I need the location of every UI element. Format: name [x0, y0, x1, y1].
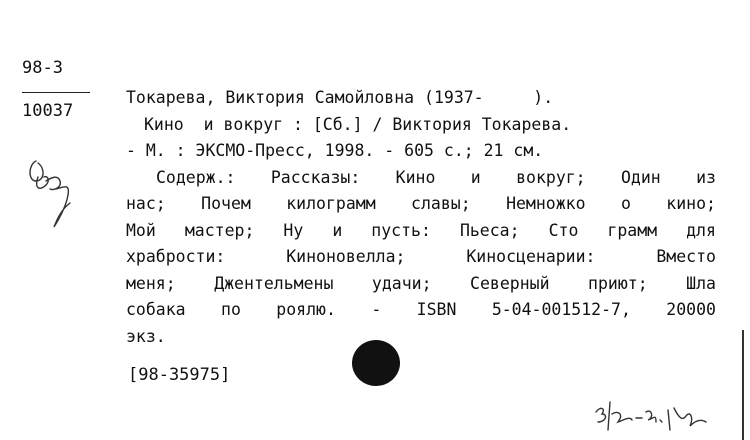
contents-word: 20000 [666, 300, 716, 319]
contents-word: ISBN [416, 300, 457, 319]
contents-word: Содерж.: [156, 167, 236, 187]
contents-line [126, 271, 716, 298]
handwritten-initials-icon [590, 392, 730, 436]
contents-word: - [371, 300, 382, 319]
handwritten-mark-icon [24, 155, 84, 235]
contents-line [126, 297, 716, 324]
contents-word: кино; [666, 194, 716, 213]
contents-word: Мой [126, 220, 156, 240]
contents-line [126, 244, 716, 271]
contents-word: 5-04-001512-7, [491, 300, 631, 319]
contents-word: для [686, 220, 716, 240]
contents-word: меня; [126, 273, 176, 293]
contents-word: Ну [283, 220, 304, 240]
contents-word: удачи; [371, 273, 432, 293]
contents-word: Пьеса; [459, 220, 520, 240]
contents-word: Почем [201, 194, 251, 213]
contents-word: из [696, 167, 716, 187]
contents-word: Один [621, 167, 661, 187]
contents-word: собака [126, 300, 186, 319]
contents-word: Кино [395, 167, 436, 187]
contents-word: вокруг; [516, 167, 586, 187]
left-column [22, 58, 92, 121]
contents-word: мастер; [184, 220, 255, 240]
contents-word: Джентельмены [214, 273, 334, 293]
contents-word: Рассказы: [270, 167, 361, 187]
contents-line [126, 191, 716, 218]
contents-word: Немножко [506, 194, 586, 213]
contents-word: и [332, 220, 343, 240]
shelf-mark: [98-35975] [128, 365, 231, 385]
contents-word: славы; [411, 194, 471, 213]
contents-word: грамм [607, 220, 658, 240]
contents-word: Северный [470, 273, 550, 293]
contents-word: Вместо [656, 247, 716, 266]
catalog-entry [126, 85, 716, 350]
contents-word: и [470, 167, 481, 187]
imprint-line: - М. : ЭКСМО-Пресс, 1998. - 605 с.; 21 см. [126, 141, 544, 160]
contents-note [126, 165, 716, 351]
divider-rule [22, 92, 90, 93]
contents-word: нас; [126, 194, 166, 213]
contents-line [126, 218, 716, 245]
library-code: 98-3 [22, 58, 63, 78]
author-heading: Токарева, Виктория Самойловна (1937- ). [126, 88, 554, 107]
contents-word: Киноновелла; [286, 247, 406, 266]
contents-word: килограмм [286, 194, 376, 213]
title-statement: Кино и вокруг : [Сб.] / Виктория Токарева. [144, 114, 572, 134]
contents-word: роялю. [276, 300, 336, 319]
contents-line [126, 324, 716, 351]
card-edge [742, 330, 744, 440]
contents-word: Сто [548, 220, 579, 240]
contents-word: Киносценарии: [466, 247, 596, 266]
contents-word: храбрости: [126, 247, 226, 266]
contents-word: о [620, 194, 631, 213]
contents-word: пусть: [371, 220, 431, 240]
contents-word: экз. [126, 326, 166, 346]
accession-number: 10037 [22, 101, 74, 121]
punch-hole [352, 340, 400, 386]
contents-word: Шла [686, 273, 716, 293]
contents-word: приют; [588, 273, 648, 293]
contents-word: по [221, 300, 241, 319]
contents-line [126, 165, 716, 192]
